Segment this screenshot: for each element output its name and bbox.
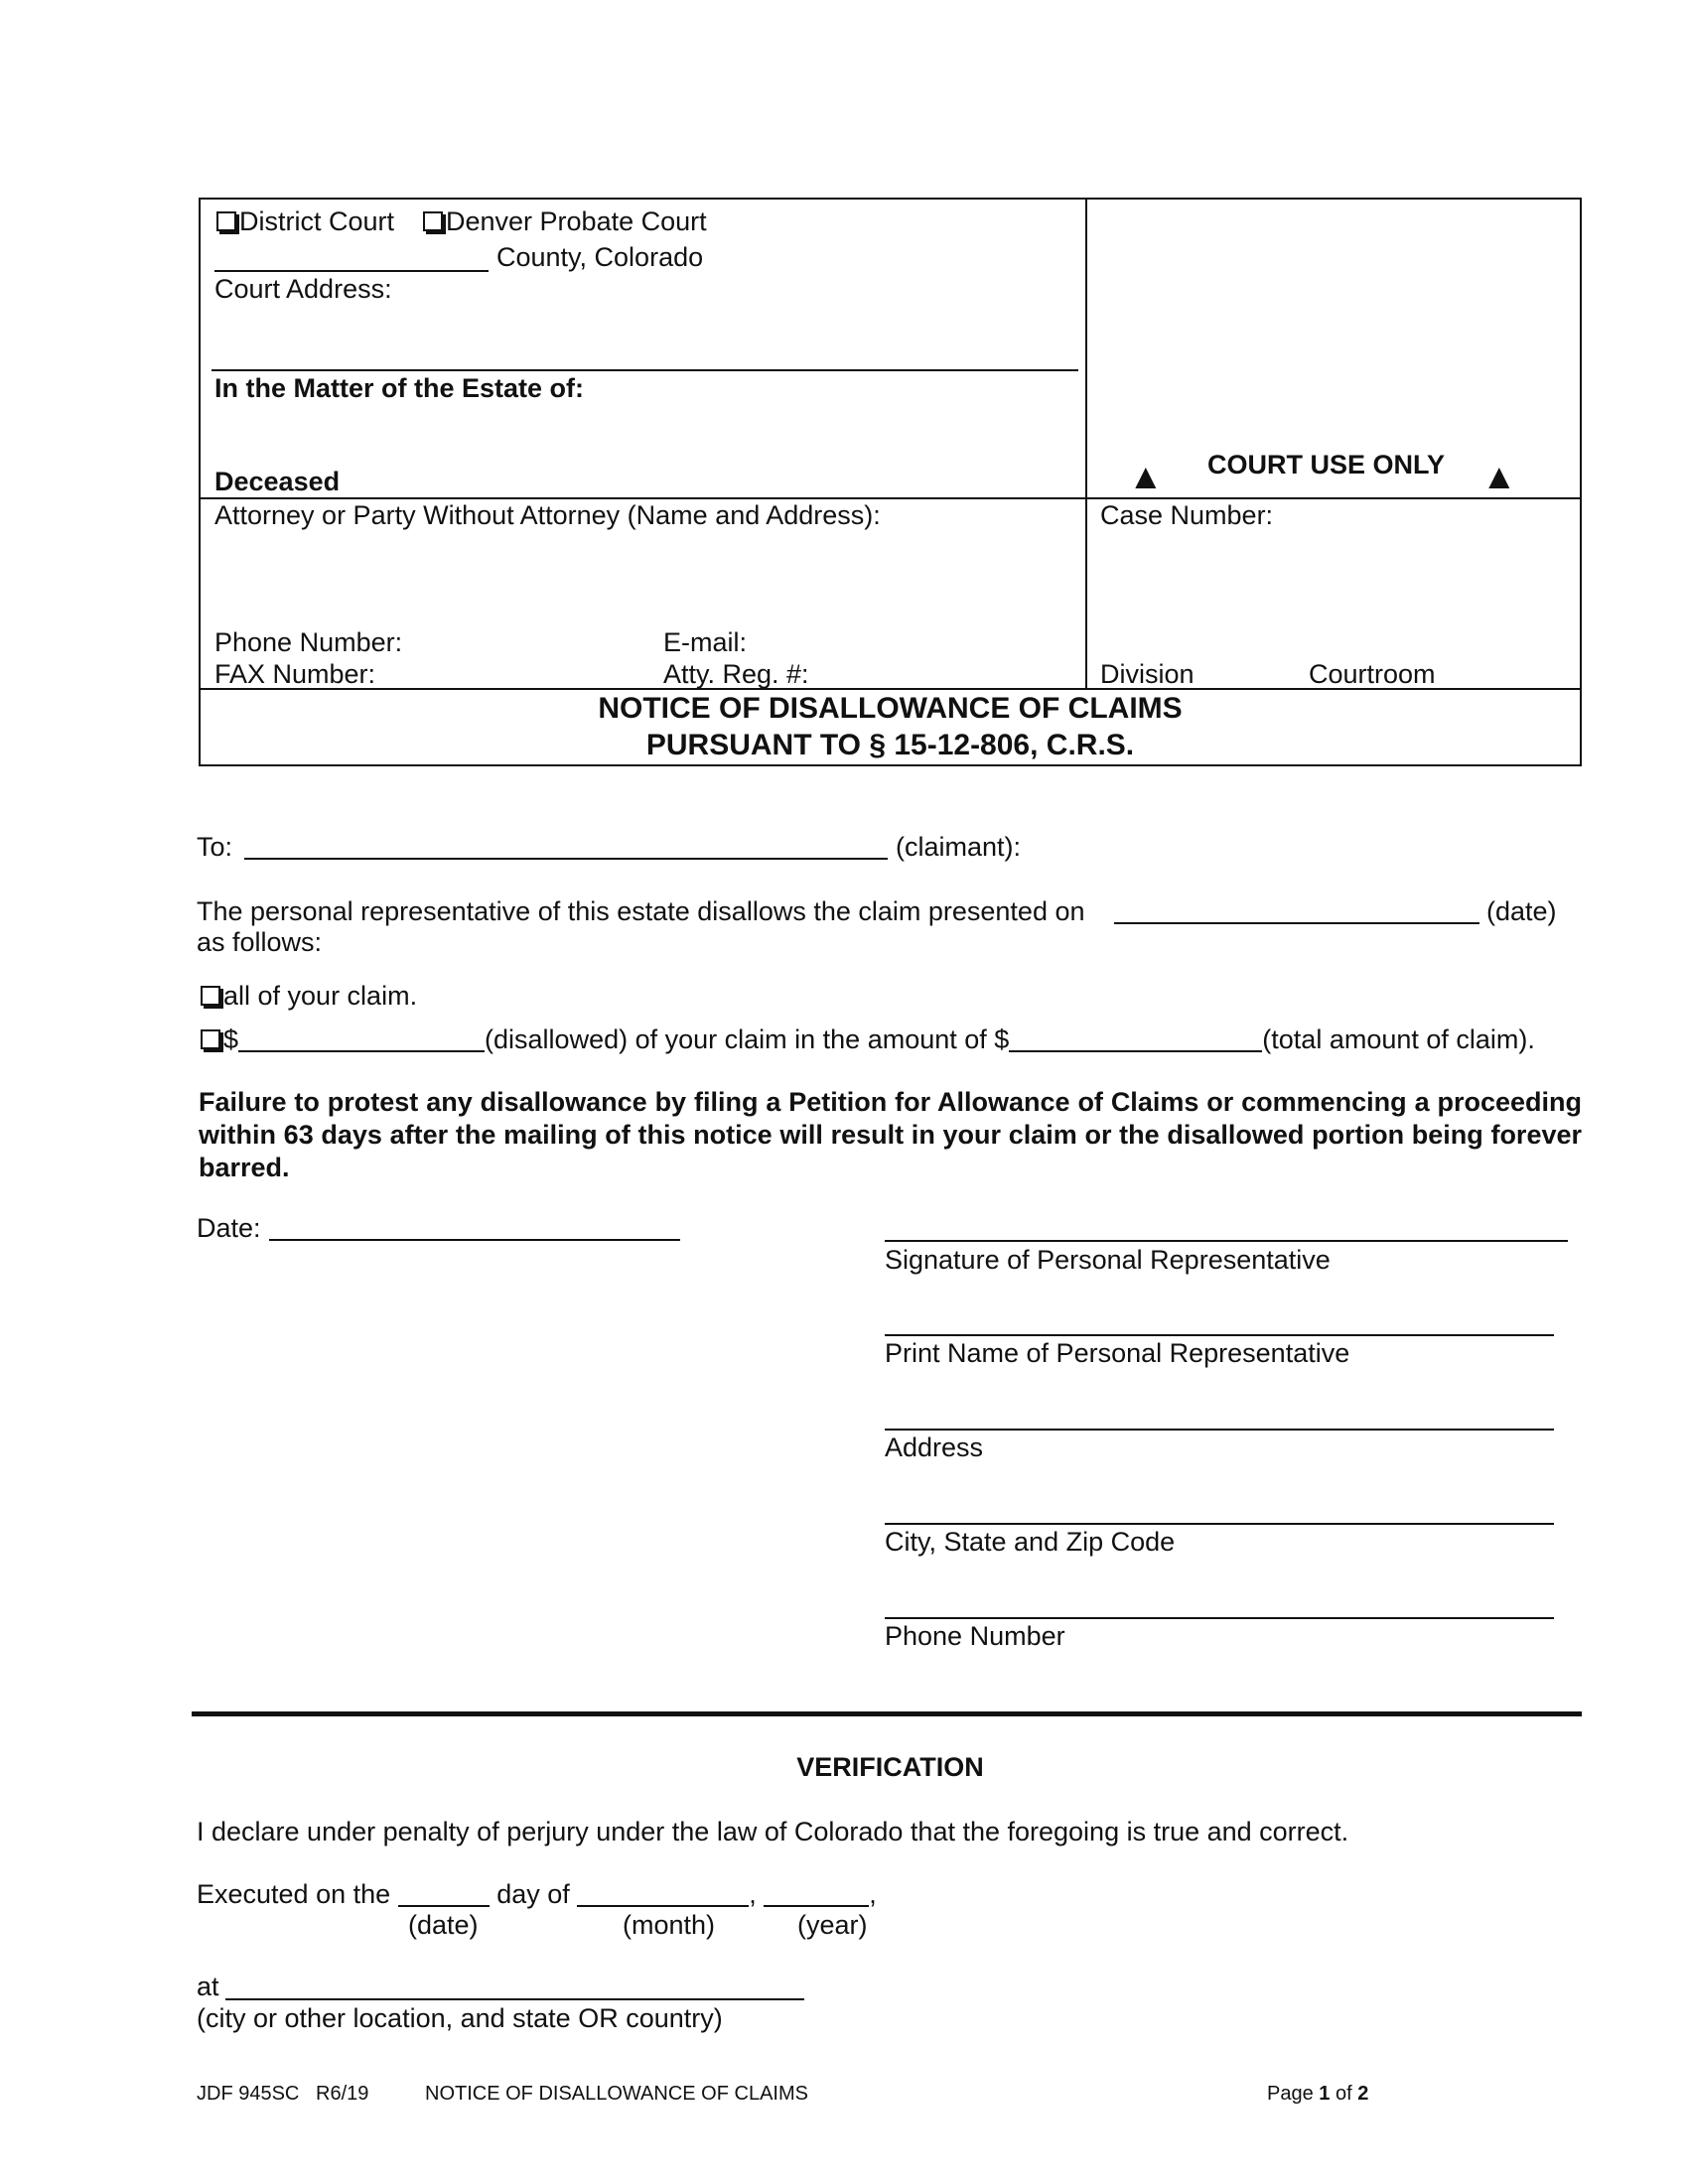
partial-suffix-label: (total amount of claim). [1262, 1024, 1535, 1054]
year-hint: (year) [797, 1910, 868, 1940]
address-line[interactable] [885, 1429, 1554, 1431]
total-amount-blank[interactable] [1009, 1026, 1262, 1052]
city-label: City, State and Zip Code [885, 1527, 1176, 1557]
page-prefix: Page [1267, 2083, 1314, 2105]
district-court-checkbox[interactable] [216, 211, 236, 231]
signature-label: Signature of Personal Representative [885, 1245, 1331, 1275]
form-title-line2: PURSUANT TO § 15-12-806, C.R.S. [645, 729, 1135, 761]
partial-dollar-label: $ [223, 1024, 239, 1054]
page-total: 2 [1357, 2083, 1369, 2105]
at-label: at [197, 1972, 219, 2001]
claimant-label: (claimant): [896, 832, 1022, 862]
phone-line[interactable] [885, 1617, 1554, 1619]
matter-label: In the Matter of the Estate of: [214, 373, 585, 403]
matter-rule [211, 369, 1078, 371]
county-label: County, Colorado [496, 242, 704, 272]
address-label: Address [885, 1433, 984, 1462]
declaration-text: I declare under penalty of perjury under the law of Colorado that the foregoing is true and correct. [197, 1817, 1349, 1846]
location-blank[interactable] [225, 1998, 804, 2000]
date-blank[interactable] [269, 1239, 680, 1241]
day-of-label: day of [496, 1879, 570, 1909]
email-label: E-mail: [663, 627, 748, 657]
to-label: To: [197, 832, 233, 862]
claim-date-blank[interactable] [1114, 922, 1479, 924]
executed-on-label: Executed on the [197, 1879, 391, 1909]
phone-label: Phone Number: [214, 627, 403, 657]
disallowed-amount-blank[interactable] [238, 1026, 485, 1052]
signature-line[interactable] [885, 1240, 1568, 1242]
comma: , [749, 1879, 757, 1909]
warning-paragraph: Failure to protest any disallowance by filing a Petition for Allowance of Claims or commencing a proceeding within 63 days after the mailing of this notice will result in your claim or the disallowed portion being forever barred. [199, 1087, 1582, 1182]
all-claim-label: all of your claim. [223, 981, 418, 1011]
print-name-line[interactable] [885, 1334, 1554, 1336]
exec-date-blank[interactable] [398, 1881, 490, 1907]
form-title-line1: NOTICE OF DISALLOWANCE OF CLAIMS [598, 692, 1183, 725]
deceased-label: Deceased [214, 467, 341, 496]
verification-heading: VERIFICATION [796, 1752, 984, 1782]
footer-form-title: NOTICE OF DISALLOWANCE OF CLAIMS [425, 2083, 808, 2105]
month-hint: (month) [623, 1910, 716, 1940]
claimant-blank[interactable] [244, 858, 888, 860]
section-separator [192, 1711, 1582, 1716]
denver-probate-label: Denver Probate Court [446, 206, 707, 236]
case-number-label: Case Number: [1100, 500, 1274, 530]
partial-claim-checkbox[interactable] [201, 1029, 220, 1049]
comma: , [869, 1879, 877, 1909]
city-line[interactable] [885, 1523, 1554, 1525]
date-hint: (date) [408, 1910, 479, 1940]
phone-number-label: Phone Number [885, 1621, 1065, 1651]
court-address-label: Court Address: [214, 274, 392, 304]
exec-month-blank[interactable] [577, 1881, 749, 1907]
court-use-only: COURT USE ONLY [1207, 450, 1446, 479]
page-of: of [1335, 2083, 1352, 2105]
date-label: Date: [197, 1213, 261, 1243]
division-label: Division [1100, 659, 1195, 689]
location-hint: (city or other location, and state OR country) [197, 2003, 723, 2033]
exec-year-blank[interactable] [764, 1881, 869, 1907]
atty-reg-label: Atty. Reg. #: [663, 659, 809, 689]
disallow-text: The personal representative of this estate disallows the claim presented on [197, 896, 1085, 926]
courtroom-label: Courtroom [1309, 659, 1436, 689]
print-name-label: Print Name of Personal Representative [885, 1338, 1350, 1368]
denver-probate-checkbox[interactable] [423, 211, 443, 231]
claim-date-label: (date) [1486, 896, 1557, 926]
caption-divider [1085, 198, 1087, 689]
all-claim-checkbox[interactable] [201, 986, 220, 1006]
up-triangle-icon: ▲ [1481, 456, 1517, 496]
page-current: 1 [1319, 2083, 1331, 2105]
attorney-label: Attorney or Party Without Attorney (Name and Address): [214, 500, 881, 530]
page-number [1267, 2083, 1368, 2106]
footer-form-id: JDF 945SC R6/19 [197, 2083, 369, 2105]
fax-label: FAX Number: [214, 659, 376, 689]
county-blank[interactable] [214, 270, 489, 272]
up-triangle-icon: ▲ [1128, 456, 1164, 496]
caption-row-rule [199, 497, 1582, 499]
partial-mid-label: (disallowed) of your claim in the amount of $ [485, 1024, 1010, 1054]
as-follows-label: as follows: [197, 927, 323, 957]
district-court-label: District Court [239, 206, 395, 236]
